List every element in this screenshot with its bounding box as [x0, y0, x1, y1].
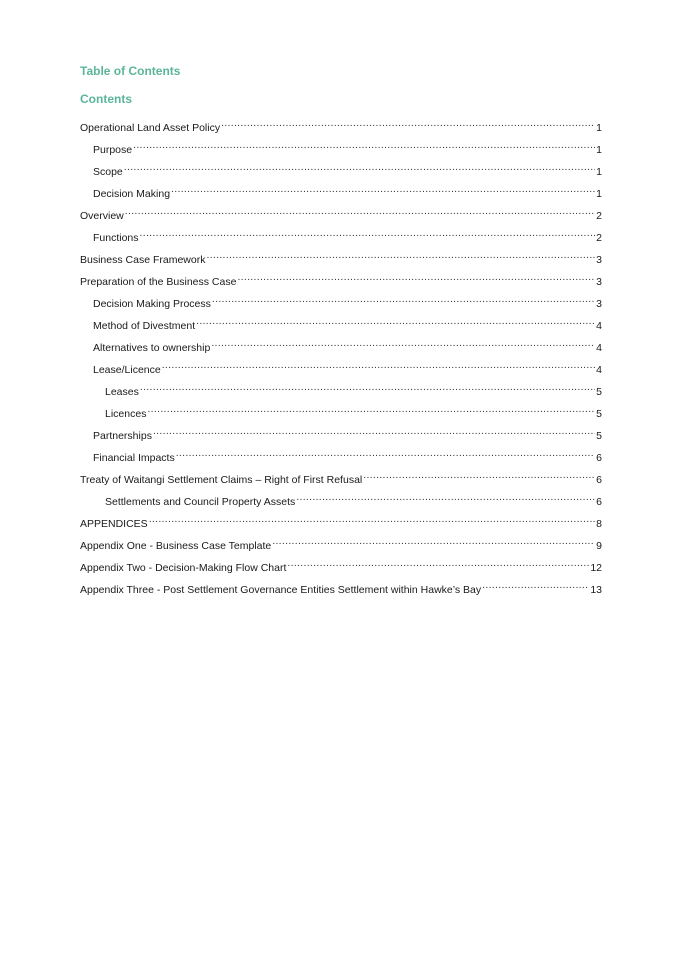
toc-leader [124, 159, 595, 175]
toc-entry-page: 12 [590, 562, 602, 574]
toc-entry-title: Decision Making [93, 188, 171, 200]
toc-entry-page: 6 [596, 474, 602, 486]
toc-leader [162, 357, 595, 373]
toc-leader [211, 335, 595, 351]
toc-leader [482, 577, 589, 593]
toc-heading: Table of Contents [80, 64, 181, 78]
toc-entry[interactable] [80, 445, 602, 467]
toc-entry[interactable] [80, 203, 602, 225]
toc-entry-page: 1 [596, 188, 602, 200]
toc-entry-title: Lease/Licence [93, 364, 161, 376]
toc-entry[interactable] [80, 313, 602, 335]
toc-entry-page: 5 [596, 430, 602, 442]
toc-leader [149, 511, 595, 527]
toc-leader [212, 291, 595, 307]
toc-leader [296, 489, 595, 505]
toc-entry[interactable] [80, 357, 602, 379]
toc-entry-page: 1 [596, 122, 602, 134]
toc-entry[interactable] [80, 225, 602, 247]
toc-leader [176, 445, 595, 461]
toc-leader [206, 247, 595, 263]
toc-entry-page: 3 [596, 298, 602, 310]
toc-entry-page: 1 [596, 166, 602, 178]
toc-entry-page: 4 [596, 320, 602, 332]
toc-leader [221, 115, 595, 131]
toc-entry-title: Decision Making Process [93, 298, 211, 310]
toc-entry-title: Appendix Three - Post Settlement Governance Entities Settlement within Hawke’s Bay [80, 584, 482, 596]
toc-leader [287, 555, 589, 571]
contents-heading: Contents [80, 92, 132, 106]
toc-entry[interactable] [80, 555, 602, 577]
toc-entry[interactable] [80, 489, 602, 511]
toc-entry-title: Financial Impacts [93, 452, 175, 464]
toc-entry-page: 2 [596, 232, 602, 244]
toc-entry[interactable] [80, 379, 602, 401]
toc-entry-page: 9 [596, 540, 602, 552]
toc-leader [196, 313, 595, 329]
toc-entry-title: Settlements and Council Property Assets [105, 496, 296, 508]
toc-entry-title: Alternatives to ownership [93, 342, 211, 354]
toc-entry-title: Preparation of the Business Case [80, 276, 237, 288]
toc-entry-title: Overview [80, 210, 124, 222]
toc-entry-page: 3 [596, 254, 602, 266]
toc-entry-title: Method of Divestment [93, 320, 196, 332]
toc-entry-page: 5 [596, 408, 602, 420]
toc-entry-page: 8 [596, 518, 602, 530]
toc-entry[interactable] [80, 577, 602, 599]
toc-entry-title: Business Case Framework [80, 254, 206, 266]
toc-entry-page: 6 [596, 496, 602, 508]
toc-entry[interactable] [80, 467, 602, 489]
toc-entry-title: Licences [105, 408, 147, 420]
toc-entry[interactable] [80, 247, 602, 269]
toc-entry-title: Appendix One - Business Case Template [80, 540, 272, 552]
toc-entry-page: 13 [590, 584, 602, 596]
toc-entry-page: 3 [596, 276, 602, 288]
toc-leader [140, 379, 595, 395]
toc-leader [272, 533, 595, 549]
toc-entry-page: 2 [596, 210, 602, 222]
toc-entry[interactable] [80, 335, 602, 357]
toc-leader [363, 467, 595, 483]
toc-entry-title: Operational Land Asset Policy [80, 122, 221, 134]
toc-entry-title: Leases [105, 386, 139, 398]
toc-list [80, 115, 602, 599]
toc-entry-title: Scope [93, 166, 123, 178]
toc-leader [171, 181, 595, 197]
toc-entry[interactable] [80, 269, 602, 291]
toc-entry-page: 1 [596, 144, 602, 156]
toc-entry-page: 5 [596, 386, 602, 398]
toc-entry[interactable] [80, 533, 602, 555]
toc-leader [140, 225, 596, 241]
toc-entry-title: APPENDICES [80, 518, 148, 530]
toc-entry[interactable] [80, 137, 602, 159]
toc-entry-page: 6 [596, 452, 602, 464]
toc-entry-title: Partnerships [93, 430, 152, 442]
toc-leader [153, 423, 595, 439]
toc-entry[interactable] [80, 423, 602, 445]
toc-entry-title: Appendix Two - Decision-Making Flow Chart [80, 562, 287, 574]
toc-entry[interactable] [80, 115, 602, 137]
toc-entry-title: Purpose [93, 144, 133, 156]
toc-entry-title: Functions [93, 232, 139, 244]
toc-entry-title: Treaty of Waitangi Settlement Claims – Right of First Refusal [80, 474, 363, 486]
toc-entry[interactable] [80, 401, 602, 423]
toc-entry[interactable] [80, 291, 602, 313]
toc-leader [237, 269, 595, 285]
toc-entry[interactable] [80, 511, 602, 533]
toc-entry-page: 4 [596, 364, 602, 376]
toc-entry[interactable] [80, 181, 602, 203]
toc-leader [125, 203, 595, 219]
toc-leader [133, 137, 595, 153]
toc-entry-page: 4 [596, 342, 602, 354]
toc-leader [147, 401, 595, 417]
toc-entry[interactable] [80, 159, 602, 181]
